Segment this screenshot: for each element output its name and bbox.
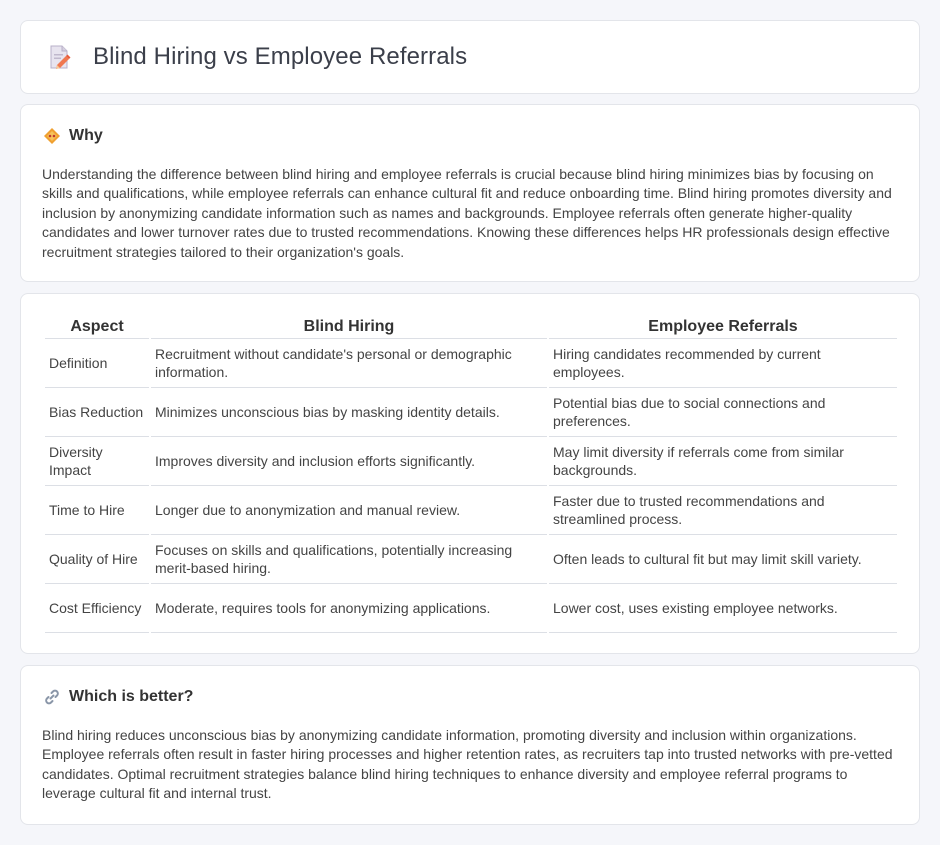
why-body: Understanding the difference between blind hiring and employee referrals is crucial because blind hiring minimizes bias by focusing on skills and qualifications, while employee referrals can enhance cultural fit and reduce onboarding time. Blind hiring promotes diversity and inclusion by anonymizing candidate information such as names and backgrounds. Employee referrals often generate higher-quality candidates and lower turnover rates due to trusted recommendations. Knowing these differences helps HR professionals design effective recruitment strategies tailored to their organization's goals. <box>42 166 892 260</box>
cell-blind: Focuses on skills and qualifications, potentially increasing merit-based hiring. <box>151 535 547 584</box>
cell-aspect: Cost Efficiency <box>45 584 149 633</box>
cell-referral: May limit diversity if referrals come from similar backgrounds. <box>549 437 897 486</box>
cell-aspect: Bias Reduction <box>45 388 149 437</box>
cell-referral: Hiring candidates recommended by current employees. <box>549 339 897 388</box>
better-body: Blind hiring reduces unconscious bias by anonymizing candidate information, promoting diversity and inclusion within organizations. Employee referrals often result in faster hiring processes and higher retention rates, as recruiters tap into trusted networks with pre-vetted candidates. Optimal recruitment strategies balance blind hiring techniques to enhance diversity and employee referral programs to leverage cultural fit and internal trust. <box>42 727 893 802</box>
title-row <box>45 43 467 71</box>
table-row <box>45 437 897 486</box>
comparison-table <box>43 316 899 633</box>
header-aspect: Aspect <box>45 316 149 339</box>
table-row <box>45 486 897 535</box>
table-row <box>45 388 897 437</box>
page-title: Blind Hiring vs Employee Referrals <box>93 43 468 70</box>
table-row <box>45 535 897 584</box>
better-heading <box>43 688 193 706</box>
cell-blind: Minimizes unconscious bias by masking identity details. <box>151 388 547 437</box>
cell-referral: Often leads to cultural fit but may limit skill variety. <box>549 535 897 584</box>
cell-aspect: Quality of Hire <box>45 535 149 584</box>
header-card <box>20 20 920 94</box>
cell-blind: Longer due to anonymization and manual review. <box>151 486 547 535</box>
table-row <box>45 339 897 388</box>
cell-blind: Moderate, requires tools for anonymizing applications. <box>151 584 547 633</box>
document-pencil-icon <box>45 43 73 71</box>
cell-referral: Lower cost, uses existing employee networks. <box>549 584 897 633</box>
why-card <box>20 104 920 282</box>
better-title: Which is better? <box>69 688 194 705</box>
cell-aspect: Definition <box>45 339 149 388</box>
table-header-row <box>45 316 897 339</box>
table-row <box>45 584 897 633</box>
cell-blind: Improves diversity and inclusion efforts significantly. <box>151 437 547 486</box>
link-icon <box>43 688 61 706</box>
why-title: Why <box>69 127 103 144</box>
diamond-icon <box>43 127 61 145</box>
cell-aspect: Time to Hire <box>45 486 149 535</box>
cell-referral: Faster due to trusted recommendations and streamlined process. <box>549 486 897 535</box>
cell-aspect: Diversity Impact <box>45 437 149 486</box>
why-heading <box>43 127 103 145</box>
header-blind-hiring: Blind Hiring <box>151 316 547 339</box>
cell-referral: Potential bias due to social connections and preferences. <box>549 388 897 437</box>
which-better-card <box>20 665 920 825</box>
comparison-card <box>20 293 920 654</box>
header-employee-referrals: Employee Referrals <box>549 316 897 339</box>
cell-blind: Recruitment without candidate's personal or demographic information. <box>151 339 547 388</box>
